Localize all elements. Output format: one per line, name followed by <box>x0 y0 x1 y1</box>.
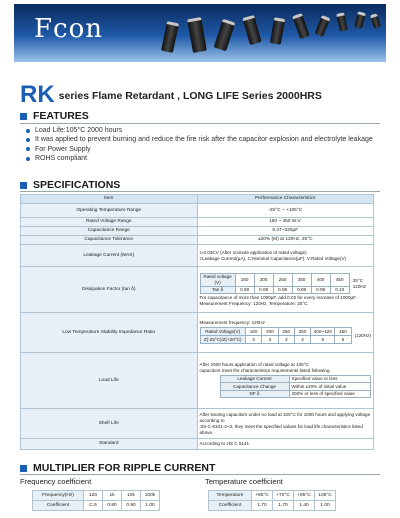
table-row: Rated Voltage Range 160 ~ 450 W.V. <box>21 218 374 227</box>
series-code: RK <box>20 81 55 108</box>
capacitor-image <box>161 21 179 53</box>
capacitor-image <box>315 15 331 37</box>
multiplier-heading <box>20 462 215 474</box>
temperature-coefficient-table <box>208 490 336 511</box>
capacitor-image <box>370 13 381 28</box>
divider <box>20 123 380 124</box>
capacitor-image <box>354 11 366 28</box>
table-row: Capacitance Tolerance ±20% (M) at 120Hz, 25°C <box>21 236 374 245</box>
table-row: Dissipation Factor (tan δ) Rated voltage (V) 160 200 250 350 400 450 Tan δ 0.08 0.08 0.08 0.08 0.08 0.10 25°C 120Hz For capacitance of more than 1000μF, add 0.02 for every increase of 1000μF. Measurement Frequency: 120Hz, Temperature: 25°C <box>21 267 374 313</box>
bullet-icon <box>26 157 30 161</box>
features-heading-text: FEATURES <box>33 110 89 122</box>
capacitor-image <box>336 12 348 31</box>
specifications-heading <box>20 179 120 191</box>
table-header-item: Item <box>21 195 198 204</box>
capacitor-image <box>242 15 261 45</box>
dissipation-condition: 25°C 120Hz <box>352 277 367 289</box>
specifications-table <box>20 194 374 450</box>
table-row: Low Temperature Stability Impedance Ratio Measurement frequency: 120Hz Rated Voltage(V) 160 200 250 350 400~420 450 Z(-25°C)/Z(+20°C) 3 3 3 4 6 6 (120Hz) <box>21 313 374 353</box>
frequency-coefficient-title: Frequency coefficient <box>20 477 92 486</box>
list-item: It was applied to prevent burning and reduce the fire risk after the capacitor explosion and electrolyte leakage <box>26 135 376 144</box>
table-row: Shelf Life After leaving capacitors under no load at 105°C for 1000 hours and applying voltage according to JIS-C-5101-4~3, they meet the specified values for load life characteristics listed above. <box>21 409 374 439</box>
divider <box>20 191 380 192</box>
table-row: Coefficient C.5 0.80 0.90 1.00 <box>33 501 160 511</box>
list-item: Load Life:105°C 2000 hours <box>26 126 376 135</box>
bullet-icon <box>26 138 30 142</box>
dissipation-factor-table: Rated voltage (V) 160 200 250 350 400 450 Tan δ 0.08 0.08 0.08 0.08 0.08 0.10 <box>200 273 350 295</box>
series-title <box>20 81 322 109</box>
list-item: ROHS compliant <box>26 154 376 163</box>
square-bullet-icon <box>20 465 27 472</box>
features-list <box>26 126 376 164</box>
table-row: Coefficient 1.70 1.70 1.40 1.00 <box>209 501 336 511</box>
impedance-ratio-table: Rated Voltage(V) 160 200 250 350 400~420 450 Z(-25°C)/Z(+20°C) 3 3 3 4 6 6 <box>200 327 352 343</box>
temperature-coefficient-title: Temperature coefficient <box>205 477 283 486</box>
table-row <box>21 195 374 204</box>
divider <box>20 474 380 475</box>
list-item: For Power Supply <box>26 145 376 154</box>
bullet-icon <box>26 147 30 151</box>
table-row: Leakage Current (MAX) I=0.03CV (After 1minute application of rated voltage) I:Leakage Current(μA), C:Nominal Capacitance(μF), V:Rated Voltage(V) <box>21 245 374 267</box>
table-row: Capacitance Range 0.47~220μF <box>21 227 374 236</box>
capacitor-image <box>187 17 207 53</box>
header-banner <box>14 4 386 62</box>
table-row: Operating Temperature Range -25°C ~ +105°C <box>21 204 374 218</box>
features-heading <box>20 110 89 122</box>
multiplier-heading-text: MULTIPLIER FOR RIPPLE CURRENT <box>33 462 216 474</box>
load-life-table: Leakage Current Specified value or less Capacitance Change Within ±20% of initial value DF δ 200% or less of specified value <box>220 375 371 399</box>
table-row: Standard According to JIS C 5141 <box>21 439 374 450</box>
table-header-performance: Performance Characteristics <box>197 195 374 204</box>
specifications-heading-text: SPECIFICATIONS <box>33 179 121 191</box>
frequency-coefficient-table <box>32 490 160 511</box>
square-bullet-icon <box>20 113 27 120</box>
capacitor-image <box>270 17 285 45</box>
table-row: Frequency(Hz) 120 1k 10k 100k <box>33 491 160 501</box>
brand-logo: Fcon <box>34 14 103 44</box>
square-bullet-icon <box>20 182 27 189</box>
table-row: Temperature +85°C +70°C +85°C 105°C <box>209 491 336 501</box>
bullet-icon <box>26 129 30 133</box>
series-description: series Flame Retardant , LONG LIFE Series 2000HRS <box>58 90 322 102</box>
capacitor-image <box>214 19 236 52</box>
impedance-condition: (120Hz) <box>354 332 371 338</box>
table-row: Load Life After 2000 hours application of rated voltage at 105°C capacitors meet the characteristics requirements listed following. Leakage Current Specified value or less Capacitance Change Within ±20% of initial value DF δ 200% or less of specified value <box>21 353 374 409</box>
capacitor-image <box>292 13 310 39</box>
